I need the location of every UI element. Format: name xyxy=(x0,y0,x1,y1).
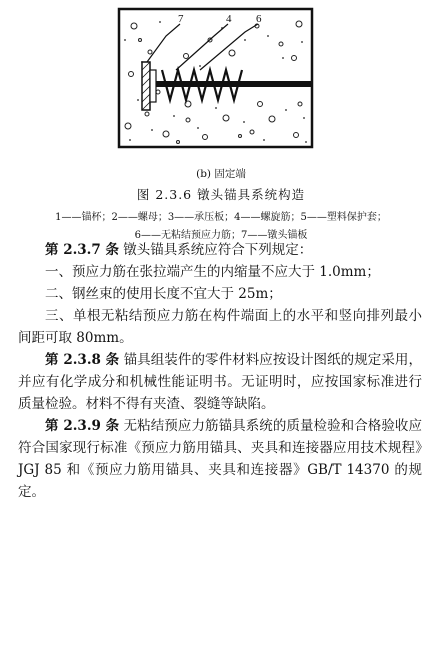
clause-text: 镦头锚具系统应符合下列规定： xyxy=(118,242,313,258)
callout-6: 6 xyxy=(256,13,262,25)
figure-caption: 图 2.3.6 镦头锚具系统构造 xyxy=(136,187,306,202)
anchor-system-figure xyxy=(0,0,442,160)
clause-2-3-9 xyxy=(18,415,422,503)
clause-item: 二、钢丝束的使用长度不宜大于 25m； xyxy=(45,286,282,302)
clauses-body xyxy=(18,239,422,503)
clause-heading: 第 2.3.8 条 xyxy=(45,352,120,368)
clause-text: 锚具组装件的零件材料应按设计图纸的规定采用，并应有化学成分和机械性能证明书。无证明时，应按国家标准进行质量检验。材料不得有夹渣、裂缝等缺陷。 xyxy=(18,352,422,412)
clause-item: 三、单根无粘结预应力筋在构件端面上的水平和竖向排列最小间距可取 80mm。 xyxy=(18,308,422,346)
clause-heading: 第 2.3.9 条 xyxy=(45,418,120,434)
tendon xyxy=(156,81,312,87)
clause-text: 无粘结预应力筋锚具系统的质量检验和合格验收应符合国家现行标准《预应力筋用锚具、夹具和连接器应用技术规程》JGJ 85 和《预应力筋用锚具、夹具和连接器》GB/T 14370 的规定。 xyxy=(18,418,422,500)
callout-7: 7 xyxy=(178,13,184,25)
clause-2-3-7 xyxy=(18,239,422,261)
figure-legend-line-1: 1——锚杯；2——螺母；3——承压板；4——螺旋筋；5——塑料保护套； xyxy=(55,212,387,223)
bearing-plate xyxy=(150,70,156,102)
clause-item: 一、预应力筋在张拉端产生的内缩量不应大于 1.0mm； xyxy=(45,264,380,280)
figure-subcaption: (b) 固定端 xyxy=(196,168,246,180)
callout-4: 4 xyxy=(226,13,232,25)
clause-heading: 第 2.3.7 条 xyxy=(45,242,119,258)
clause-2-3-8 xyxy=(18,349,422,415)
figure-legend-line-2: 6——无粘结预应力筋；7——镦头锚板 xyxy=(134,230,308,241)
